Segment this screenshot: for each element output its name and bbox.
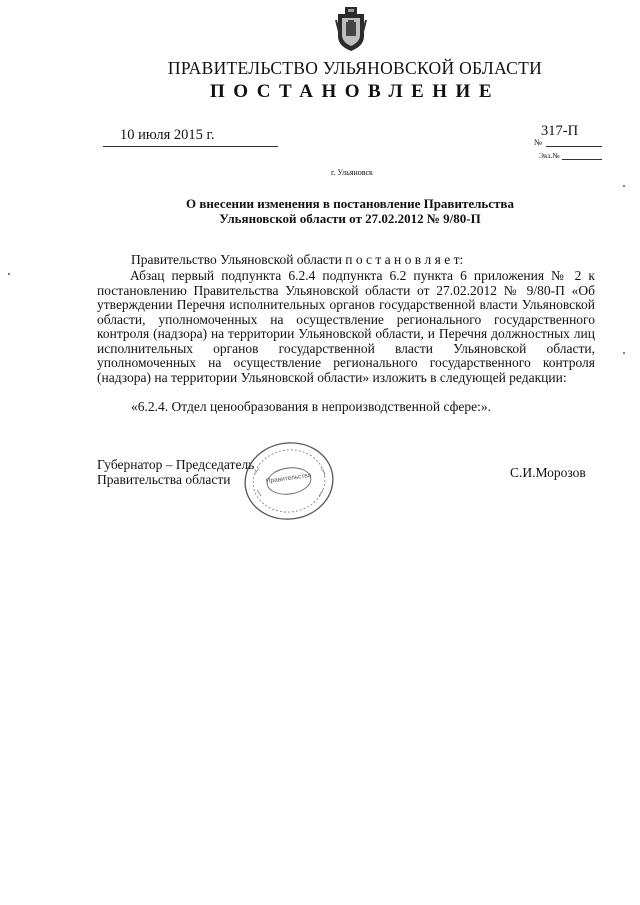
scan-speck [623, 185, 625, 187]
document-number: 317-П [541, 123, 579, 139]
date-underline [103, 146, 278, 147]
government-title: ПРАВИТЕЛЬСТВО УЛЬЯНОВСКОЙ ОБЛАСТИ [167, 58, 543, 78]
city-label: г. Ульяновск [331, 168, 373, 177]
signatory-title-line2: Правительства области [97, 472, 231, 487]
document-date: 10 июля 2015 г. [120, 127, 215, 143]
copy-number-label: Экз.№ [539, 151, 560, 160]
document-subject: О внесении изменения в постановление Правительства Ульяновской области от 27.02.2012 № 9/80-П [186, 196, 514, 226]
signatory-title [97, 457, 254, 487]
amendment-quote: «6.2.4. Отдел ценообразования в непроизводственной сфере:». [131, 399, 491, 414]
document-type-heading: ПОСТАНОВЛЕНИЕ [209, 81, 501, 102]
preamble-text: Правительство Ульяновской области п о с т а н о в л я е т: [131, 252, 464, 267]
official-stamp-icon [241, 438, 339, 524]
svg-text:Правительство: Правительство [265, 471, 312, 486]
copy-number-underline [562, 159, 602, 160]
number-sign: № [534, 137, 543, 147]
scan-speck [8, 273, 10, 275]
signatory-name: С.И.Морозов [510, 465, 586, 480]
number-underline [546, 146, 602, 147]
scan-speck [623, 352, 625, 354]
body-paragraph: Абзац первый подпункта 6.2.4 подпункта 6.2 пункта 6 приложения № 2 к постановлению Правительства Ульяновской области от 27.02.2012 № 9/80-П «Об утверждении Перечня исполнительных органов государственной власти Ульяновской области, уполномоченных на осуществление регионального государственного контроля (надзора) на территории Ульяновской области, и Перечня должностных лиц исполнительных органов государственной власти Ульяновской области, уполномоченных на осуществление регионального государственного контроля (надзора) на территории Ульяновской области» изложить в следующей редакции: [97, 268, 595, 385]
signatory-title-line1: Губернатор – Председатель [97, 457, 255, 472]
coat-of-arms-icon [334, 6, 368, 52]
